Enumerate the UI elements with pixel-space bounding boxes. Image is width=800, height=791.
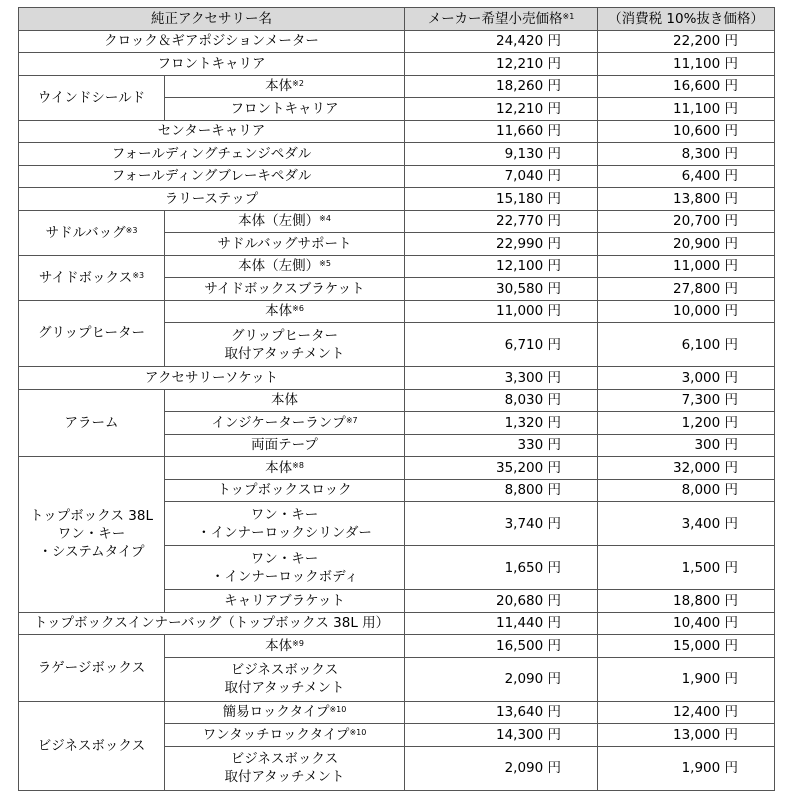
item-name-text: インジケーターランプ bbox=[211, 414, 346, 431]
msrp-price: 330 円 bbox=[405, 434, 598, 457]
msrp-price: 1,320 円 bbox=[405, 412, 598, 435]
msrp-price: 8,800 円 bbox=[405, 479, 598, 502]
excl-price: 16,600 円 bbox=[598, 75, 775, 98]
msrp-price: 11,000 円 bbox=[405, 300, 598, 323]
note-mark: ※6 bbox=[292, 304, 304, 314]
table-row bbox=[19, 53, 775, 76]
note-mark: ※5 bbox=[319, 259, 331, 269]
item-name bbox=[165, 502, 405, 546]
msrp-price: 11,660 円 bbox=[405, 120, 598, 143]
msrp-price: 12,210 円 bbox=[405, 98, 598, 121]
group-name-text: サドルバッグ bbox=[45, 224, 126, 241]
note-mark: ※9 bbox=[292, 638, 304, 648]
excl-price: 8,300 円 bbox=[598, 143, 775, 166]
note-mark: ※7 bbox=[345, 415, 358, 425]
item-name-text: 本体 bbox=[265, 459, 293, 476]
excl-price: 20,700 円 bbox=[598, 210, 775, 233]
note-mark: ※3 bbox=[132, 270, 145, 280]
excl-price: 1,200 円 bbox=[598, 412, 775, 435]
header-row bbox=[19, 8, 775, 31]
item-name-line: グリップヒーター bbox=[231, 327, 338, 344]
group-name: ビジネスボックス bbox=[19, 701, 165, 790]
item-name: キャリアブラケット bbox=[165, 590, 405, 613]
item-name: サドルバッグサポート bbox=[165, 233, 405, 256]
item-name: フロントキャリア bbox=[165, 98, 405, 121]
table-row bbox=[19, 367, 775, 390]
excl-price: 32,000 円 bbox=[598, 457, 775, 480]
msrp-price: 22,770 円 bbox=[405, 210, 598, 233]
group-name bbox=[19, 457, 165, 613]
item-name-text: 本体（左側） bbox=[238, 213, 320, 230]
item-name bbox=[165, 75, 405, 98]
table-row bbox=[19, 165, 775, 188]
item-name-text: 本体 bbox=[265, 78, 293, 95]
item-name: アクセサリーソケット bbox=[19, 367, 405, 390]
group-name-line: トップボックス 38L bbox=[30, 508, 153, 525]
item-name-text: 本体（左側） bbox=[238, 258, 320, 275]
header-excl: （消費税 10%抜き価格） bbox=[598, 8, 775, 31]
item-name: フォールディングブレーキペダル bbox=[19, 165, 405, 188]
group-name-line: ・システムタイプ bbox=[38, 544, 145, 561]
excl-price: 12,400 円 bbox=[598, 701, 775, 724]
msrp-price: 30,580 円 bbox=[405, 278, 598, 301]
header-msrp bbox=[405, 8, 598, 31]
table-row bbox=[19, 120, 775, 143]
excl-price: 22,200 円 bbox=[598, 30, 775, 53]
accessory-price-table bbox=[18, 7, 775, 791]
table-row bbox=[19, 635, 775, 658]
item-name bbox=[165, 457, 405, 480]
table-row bbox=[19, 210, 775, 233]
item-name: トップボックスロック bbox=[165, 479, 405, 502]
msrp-price: 15,180 円 bbox=[405, 188, 598, 211]
msrp-price: 24,420 円 bbox=[405, 30, 598, 53]
msrp-price: 12,210 円 bbox=[405, 53, 598, 76]
item-name: クロック＆ギアポジションメーター bbox=[19, 30, 405, 53]
item-name bbox=[165, 746, 405, 790]
item-name: 両面テープ bbox=[165, 434, 405, 457]
msrp-price: 1,650 円 bbox=[405, 546, 598, 590]
item-name: センターキャリア bbox=[19, 120, 405, 143]
table-row bbox=[19, 701, 775, 724]
item-name-line: ワン・キー bbox=[250, 506, 319, 523]
item-name bbox=[165, 546, 405, 590]
msrp-price: 8,030 円 bbox=[405, 389, 598, 412]
table-row bbox=[19, 300, 775, 323]
excl-price: 11,100 円 bbox=[598, 53, 775, 76]
msrp-price: 3,300 円 bbox=[405, 367, 598, 390]
msrp-price: 7,040 円 bbox=[405, 165, 598, 188]
group-name: グリップヒーター bbox=[19, 300, 165, 367]
item-name-text: ワンタッチロックタイプ bbox=[202, 726, 350, 743]
table-row bbox=[19, 389, 775, 412]
msrp-price: 20,680 円 bbox=[405, 590, 598, 613]
msrp-price: 35,200 円 bbox=[405, 457, 598, 480]
excl-price: 15,000 円 bbox=[598, 635, 775, 658]
table-row bbox=[19, 457, 775, 480]
excl-price: 1,500 円 bbox=[598, 546, 775, 590]
table-row bbox=[19, 30, 775, 53]
item-name: ラリーステップ bbox=[19, 188, 405, 211]
item-name-line: 取付アタッチメント bbox=[224, 769, 345, 785]
item-name bbox=[165, 724, 405, 747]
group-name bbox=[19, 210, 165, 255]
excl-price: 3,400 円 bbox=[598, 502, 775, 546]
msrp-price: 13,640 円 bbox=[405, 701, 598, 724]
item-name-line: 取付アタッチメント bbox=[224, 345, 345, 362]
msrp-price: 2,090 円 bbox=[405, 746, 598, 790]
excl-price: 10,600 円 bbox=[598, 120, 775, 143]
excl-price: 3,000 円 bbox=[598, 367, 775, 390]
header-msrp-label: メーカー希望小売価格 bbox=[427, 10, 563, 27]
group-name: ウインドシールド bbox=[19, 75, 165, 120]
header-name: 純正アクセサリー名 bbox=[19, 8, 405, 31]
msrp-price: 18,260 円 bbox=[405, 75, 598, 98]
note-mark: ※10 bbox=[349, 727, 367, 737]
group-name-text: サイドボックス bbox=[38, 269, 133, 286]
excl-price: 27,800 円 bbox=[598, 278, 775, 301]
item-name bbox=[165, 412, 405, 435]
excl-price: 1,900 円 bbox=[598, 746, 775, 790]
item-name bbox=[165, 323, 405, 367]
item-name-line: 取付アタッチメント bbox=[224, 680, 345, 696]
msrp-price: 9,130 円 bbox=[405, 143, 598, 166]
table-row bbox=[19, 75, 775, 98]
item-name: トップボックスインナーバッグ（トップボックス 38L 用） bbox=[19, 612, 405, 635]
note-mark: ※8 bbox=[292, 460, 304, 470]
item-name: 本体 bbox=[165, 389, 405, 412]
item-name bbox=[165, 210, 405, 233]
excl-price: 1,900 円 bbox=[598, 657, 775, 701]
item-name: フォールディングチェンジペダル bbox=[19, 143, 405, 166]
item-name-text: 本体 bbox=[265, 303, 293, 320]
item-name: サイドボックスブラケット bbox=[165, 278, 405, 301]
msrp-price: 3,740 円 bbox=[405, 502, 598, 546]
group-name: アラーム bbox=[19, 389, 165, 457]
msrp-price: 22,990 円 bbox=[405, 233, 598, 256]
table-row bbox=[19, 255, 775, 278]
group-name: ラゲージボックス bbox=[19, 635, 165, 702]
msrp-price: 6,710 円 bbox=[405, 323, 598, 367]
item-name-line: ワン・キー bbox=[250, 550, 319, 567]
msrp-price: 16,500 円 bbox=[405, 635, 598, 658]
excl-price: 11,000 円 bbox=[598, 255, 775, 278]
group-name bbox=[19, 255, 165, 300]
table-row bbox=[19, 612, 775, 635]
excl-price: 10,000 円 bbox=[598, 300, 775, 323]
msrp-price: 11,440 円 bbox=[405, 612, 598, 635]
header-msrp-note: ※1 bbox=[562, 11, 575, 21]
item-name-text: 本体 bbox=[265, 637, 293, 654]
excl-price: 13,800 円 bbox=[598, 188, 775, 211]
excl-price: 6,400 円 bbox=[598, 165, 775, 188]
item-name-line: ビジネスボックス bbox=[230, 662, 339, 678]
item-name-line: ・インナーロックシリンダー bbox=[197, 524, 372, 541]
item-name bbox=[165, 635, 405, 658]
msrp-price: 2,090 円 bbox=[405, 657, 598, 701]
item-name-line: ビジネスボックス bbox=[230, 751, 339, 767]
note-mark: ※2 bbox=[292, 79, 304, 89]
table-row bbox=[19, 188, 775, 211]
item-name bbox=[165, 657, 405, 701]
excl-price: 18,800 円 bbox=[598, 590, 775, 613]
item-name bbox=[165, 300, 405, 323]
excl-price: 300 円 bbox=[598, 434, 775, 457]
group-name-line: ワン・キー bbox=[57, 526, 126, 543]
note-mark: ※4 bbox=[319, 214, 331, 224]
table-row bbox=[19, 143, 775, 166]
excl-price: 10,400 円 bbox=[598, 612, 775, 635]
msrp-price: 14,300 円 bbox=[405, 724, 598, 747]
excl-price: 7,300 円 bbox=[598, 389, 775, 412]
note-mark: ※10 bbox=[329, 705, 347, 715]
note-mark: ※3 bbox=[125, 225, 138, 235]
msrp-price: 12,100 円 bbox=[405, 255, 598, 278]
item-name bbox=[165, 701, 405, 724]
excl-price: 13,000 円 bbox=[598, 724, 775, 747]
excl-price: 20,900 円 bbox=[598, 233, 775, 256]
excl-price: 8,000 円 bbox=[598, 479, 775, 502]
item-name bbox=[165, 255, 405, 278]
accessory-price-table-wrapper bbox=[18, 7, 775, 791]
item-name-text: 簡易ロックタイプ bbox=[222, 704, 330, 721]
excl-price: 6,100 円 bbox=[598, 323, 775, 367]
item-name-line: ・インナーロックボディ bbox=[210, 568, 359, 585]
item-name: フロントキャリア bbox=[19, 53, 405, 76]
excl-price: 11,100 円 bbox=[598, 98, 775, 121]
